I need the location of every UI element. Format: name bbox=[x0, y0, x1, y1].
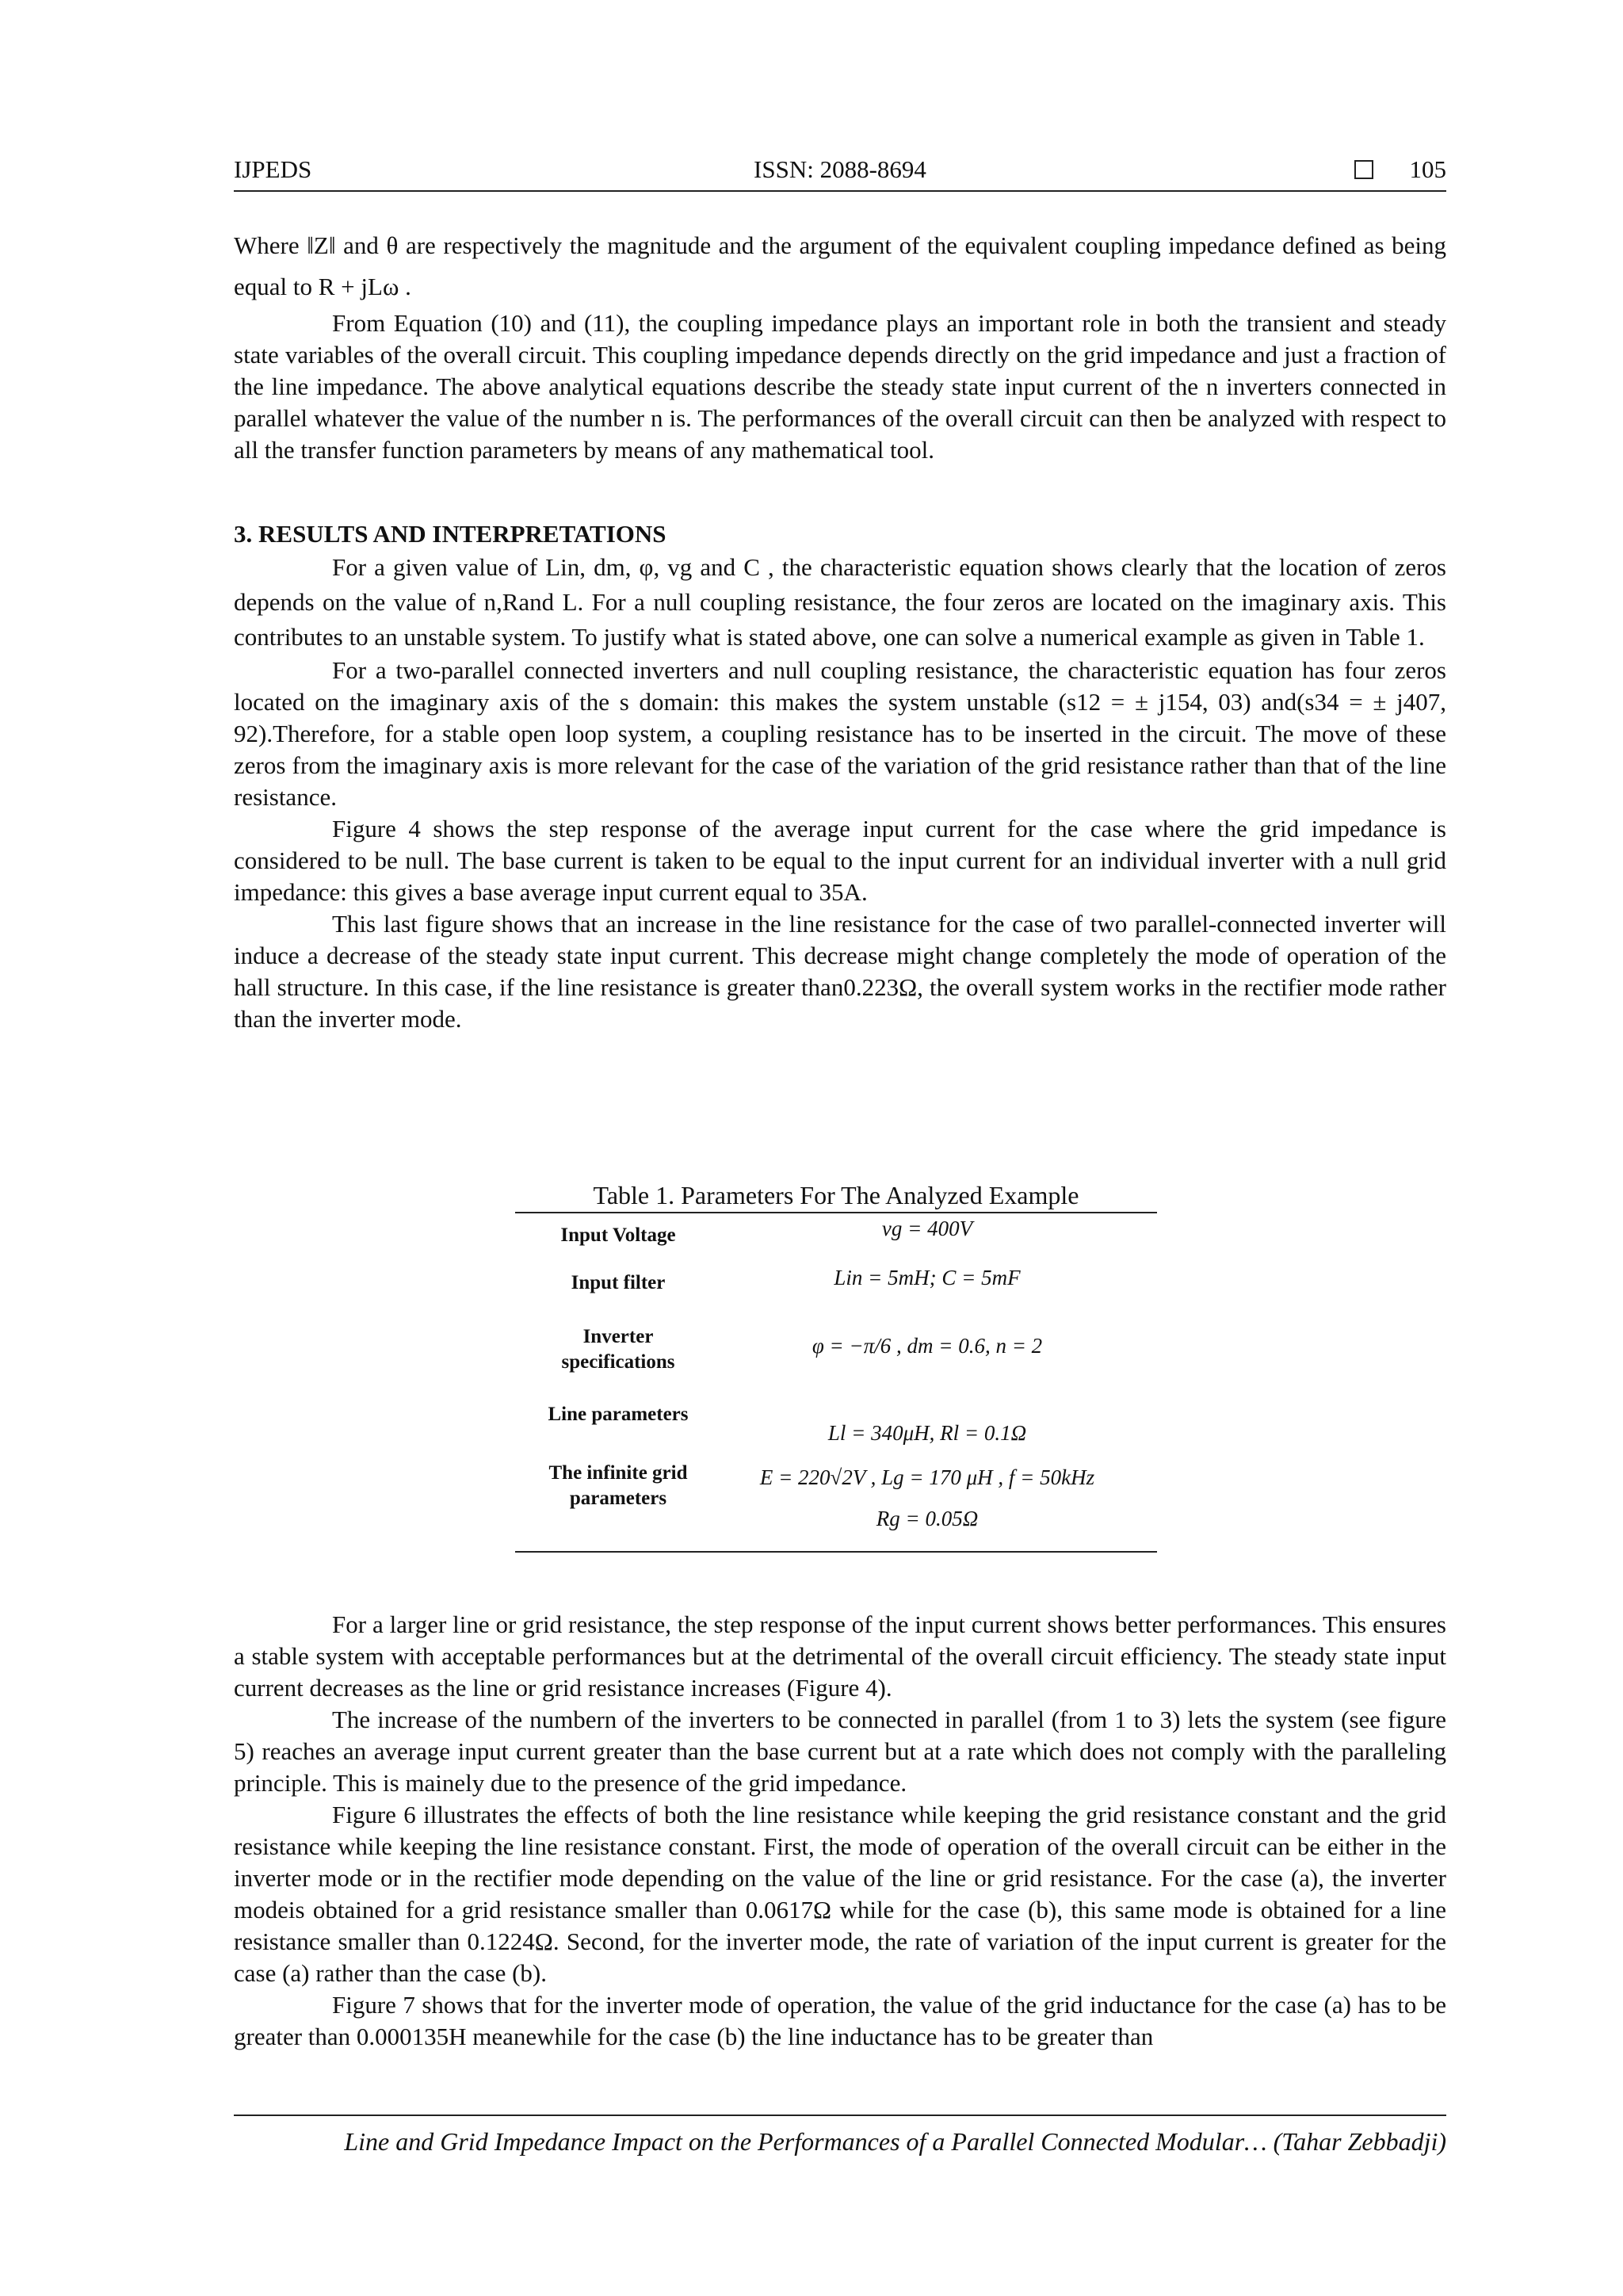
checkbox-icon bbox=[1354, 160, 1373, 179]
page-number: 105 bbox=[1409, 155, 1446, 183]
table-row-value: φ = −π/6 , dm = 0.6, n = 2 bbox=[812, 1334, 1043, 1358]
paragraph-5: Figure 4 shows the step response of the average input current for the case where the grid impedance is considered to be null. The base current is taken to be equal to the input current for an individual inverter with a null grid impedance: this gives a base average input current equal to 35A. bbox=[234, 815, 1446, 906]
table-row-label: Input Voltage bbox=[560, 1224, 676, 1246]
table-row-label: Input filter bbox=[571, 1272, 666, 1293]
parameters-table bbox=[515, 1212, 1157, 1553]
body-text-2 bbox=[234, 1609, 1446, 2053]
paragraph-3: For a given value of Lin, dm, φ, vg and C , the characteristic equation shows clearly that the location of zeros depends on the value of n,Rand L. For a null coupling resistance, the four zeros are located on the imaginary axis. This contributes to an unstable system. To justify what is stated above, one can solve a numerical example as given in Table 1. bbox=[234, 553, 1446, 651]
paragraph-2: From Equation (10) and (11), the coupling impedance plays an important role in both the transient and steady state variables of the overall circuit. This coupling impedance depends directly on the grid impedance and just a fraction of the line impedance. The above analytical equations describe the steady state input current of the n inverters connected in parallel whatever the value of the number n is. The performances of the overall circuit can then be analyzed with respect to all the transfer function parameters by means of any mathematical tool. bbox=[234, 309, 1446, 464]
table-row-value: vg = 400V bbox=[881, 1217, 973, 1240]
table-caption: Table 1. Parameters For The Analyzed Example bbox=[593, 1181, 1079, 1209]
paragraph-7: For a larger line or grid resistance, the step response of the input current shows better performances. This ensures a stable system with acceptable performances but at the detrimental of the overall circuit efficiency. The steady state input current decreases as the line or grid resistance increases (Figure 4). bbox=[234, 1610, 1446, 1702]
page-footer: Line and Grid Impedance Impact on the Performances of a Parallel Connected Modular… (Tahar Zebbadji) bbox=[234, 2115, 1446, 2157]
issn-label: ISSN: 2088-8694 bbox=[754, 155, 926, 183]
table-row-label: Line parameters bbox=[548, 1404, 689, 1425]
paragraph-1: Where ‖Z‖ and θ are respectively the magnitude and the argument of the equivalent coupling impedance defined as being equal to R + jLω . bbox=[234, 231, 1446, 300]
page-header bbox=[234, 155, 1446, 192]
table-row-value-2: Rg = 0.05Ω bbox=[876, 1507, 979, 1530]
paragraph-4: For a two-parallel connected inverters and null coupling resistance, the characteristic equation has four zeros located on the imaginary axis of the s domain: this makes the system unstable (s12 = ± j154, 03) and(s34 = ± j407, 92).Therefore, for a stable open loop system, a coupling resistance has to be inserted in the circuit. The move of these zeros from the imaginary axis is more relevant for the case of the variation of the grid resistance rather than that of the line resistance. bbox=[234, 656, 1446, 811]
paragraph-6: This last figure shows that an increase in the line resistance for the case of two parallel-connected inverter will induce a decrease of the steady state input current. This decrease might change completely the mode of operation of the hall structure. In this case, if the line resistance is greater than0.223Ω, the overall system works in the rectifier mode rather than the inverter mode. bbox=[234, 910, 1446, 1033]
table-row-value: Lin = 5mH; C = 5mF bbox=[834, 1266, 1021, 1289]
paragraph-10: Figure 7 shows that for the inverter mode of operation, the value of the grid inductance for the case (a) has to be greater than 0.000135H meanewhile for the case (b) the line inductance has to be greater than bbox=[234, 1991, 1446, 2050]
paragraph-8: The increase of the numbern of the inverters to be connected in parallel (from 1 to 3) lets the system (see figure 5) reaches an average input current greater than the base current but at a rate which does not comply with the paralleling principle. This is mainely due to the presence of the grid impedance. bbox=[234, 1706, 1446, 1797]
body-text bbox=[234, 225, 1446, 1035]
table-row-label: Inverter specifications bbox=[561, 1326, 675, 1373]
journal-name: IJPEDS bbox=[234, 155, 312, 183]
paragraph-9: Figure 6 illustrates the effects of both the line resistance while keeping the grid resistance constant and the grid resistance while keeping the line resistance constant. First, the mode of operation of the overall circuit can be either in the inverter mode or in the rectifier mode depending on the value of the line or grid resistance. For the case (a), the inverter modeis obtained for a grid resistance smaller than 0.0617Ω while for the case (b), this same mode is obtained for a line resistance smaller than 0.1224Ω. Second, for the inverter mode, the rate of variation of the input current is greater for the case (a) rather than the case (b). bbox=[234, 1801, 1446, 1987]
table-row-label: The infinite grid parameters bbox=[548, 1462, 688, 1509]
page-number-group bbox=[1354, 155, 1447, 184]
table-row-value: Ll = 340μH, Rl = 0.1Ω bbox=[827, 1421, 1027, 1445]
section-title: 3. RESULTS AND INTERPRETATIONS bbox=[234, 520, 666, 548]
table-row-value: E = 220√2V , Lg = 170 μH , f = 50kHz bbox=[759, 1465, 1095, 1489]
